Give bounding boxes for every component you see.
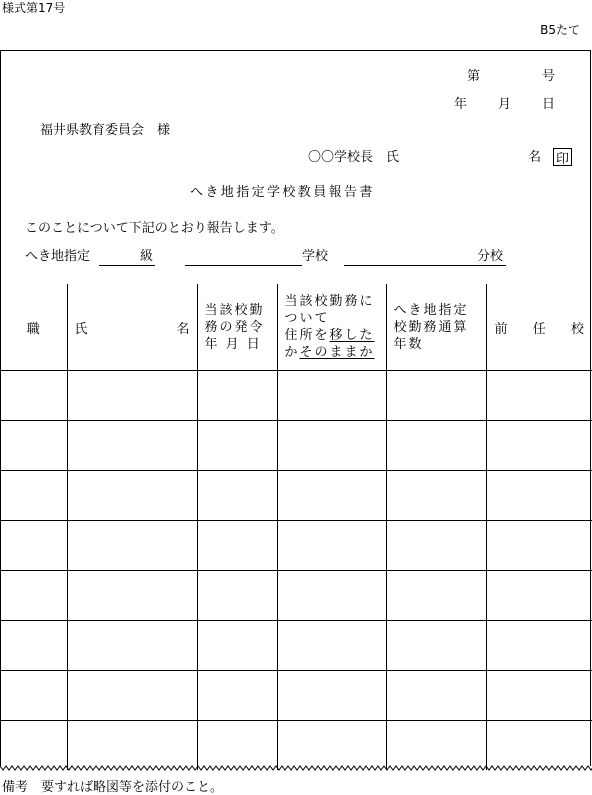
- grade-blank[interactable]: [99, 265, 155, 266]
- table-cell[interactable]: [0, 671, 67, 721]
- header-post: 職: [0, 284, 67, 371]
- table-cell[interactable]: [277, 571, 386, 621]
- table-cell[interactable]: [386, 371, 486, 421]
- table-cell[interactable]: [197, 571, 277, 621]
- table-cell[interactable]: [277, 621, 386, 671]
- table-row: [0, 521, 592, 571]
- branch-suffix: 分校: [477, 249, 504, 264]
- cut-edge-wavy-line: [0, 762, 592, 772]
- document-title: へき地指定学校教員報告書: [190, 185, 375, 200]
- paper-size-note: B5たて: [540, 23, 580, 37]
- form-number: 様式第17号: [2, 1, 66, 15]
- table-cell[interactable]: [386, 521, 486, 571]
- addressee: 福井県教育委員会 様: [40, 123, 171, 138]
- table-cell[interactable]: [0, 421, 67, 471]
- table-cell[interactable]: [197, 521, 277, 571]
- table-cell[interactable]: [197, 621, 277, 671]
- table-row: [0, 421, 592, 471]
- header-previous-school: 前 任 校: [486, 284, 592, 371]
- table-header-row: [0, 284, 592, 371]
- table-cell[interactable]: [197, 471, 277, 521]
- table-cell[interactable]: [486, 521, 592, 571]
- table-row: [0, 571, 592, 621]
- table-row: [0, 671, 592, 721]
- designation-prefix: へき地指定: [25, 249, 91, 264]
- table-cell[interactable]: [197, 421, 277, 471]
- date-year: 年: [454, 97, 468, 112]
- date-day: 日: [542, 97, 556, 112]
- table-cell[interactable]: [67, 521, 197, 571]
- table-cell[interactable]: [0, 571, 67, 621]
- header-name-given: 氏: [74, 321, 88, 337]
- table-cell[interactable]: [197, 671, 277, 721]
- header-order-date: 当該校勤 務の発令 年 月 日: [197, 284, 277, 371]
- table-cell[interactable]: [386, 621, 486, 671]
- table-cell[interactable]: [386, 421, 486, 471]
- table-cell[interactable]: [277, 421, 386, 471]
- table-cell[interactable]: [486, 621, 592, 671]
- table-cell[interactable]: [67, 421, 197, 471]
- table-cell[interactable]: [67, 671, 197, 721]
- teacher-report-table: [0, 284, 592, 770]
- seal-box: [553, 148, 572, 166]
- table-body: [0, 371, 592, 771]
- school-suffix: 学校: [302, 249, 329, 264]
- table-cell[interactable]: [277, 471, 386, 521]
- table-row: [0, 371, 592, 421]
- table-cell[interactable]: [486, 371, 592, 421]
- table-cell[interactable]: [67, 621, 197, 671]
- header-total-years: へき地指定 校勤務通算 年数: [386, 284, 486, 371]
- table-cell[interactable]: [277, 371, 386, 421]
- table-cell[interactable]: [277, 671, 386, 721]
- table-row: [0, 471, 592, 521]
- intro-sentence: このことについて下記のとおり報告します。: [25, 221, 284, 236]
- table-cell[interactable]: [0, 521, 67, 571]
- table-cell[interactable]: [0, 471, 67, 521]
- header-name: [67, 284, 197, 371]
- table-cell[interactable]: [0, 371, 67, 421]
- header-name-family: 名: [176, 321, 190, 337]
- table-cell[interactable]: [486, 471, 592, 521]
- table-cell[interactable]: [67, 471, 197, 521]
- date-month: 月: [498, 97, 512, 112]
- table-cell[interactable]: [67, 571, 197, 621]
- table-cell[interactable]: [486, 421, 592, 471]
- table-cell[interactable]: [197, 371, 277, 421]
- table-cell[interactable]: [277, 521, 386, 571]
- table-cell[interactable]: [386, 571, 486, 621]
- doc-number-dai: 第: [467, 69, 481, 84]
- doc-number-go: 号: [542, 69, 556, 84]
- table-cell[interactable]: [486, 671, 592, 721]
- branch-name-blank[interactable]: [344, 265, 506, 266]
- seal-mark: 印: [555, 151, 569, 167]
- table-cell[interactable]: [486, 571, 592, 621]
- sender-name-label: 名: [528, 150, 542, 165]
- grade-suffix: 級: [140, 249, 154, 264]
- school-name-blank[interactable]: [185, 265, 302, 266]
- table-cell[interactable]: [386, 471, 486, 521]
- table-row: [0, 621, 592, 671]
- table-cell[interactable]: [386, 671, 486, 721]
- table-cell[interactable]: [67, 371, 197, 421]
- header-address-moved: 当該校勤務に ついて 住所を移した かそのままか: [277, 284, 386, 371]
- table-cell[interactable]: [0, 621, 67, 671]
- sender-principal: 〇〇学校長 氏: [308, 150, 400, 165]
- footer-note: 備考 要すれば略図等を添付のこと。: [2, 780, 224, 795]
